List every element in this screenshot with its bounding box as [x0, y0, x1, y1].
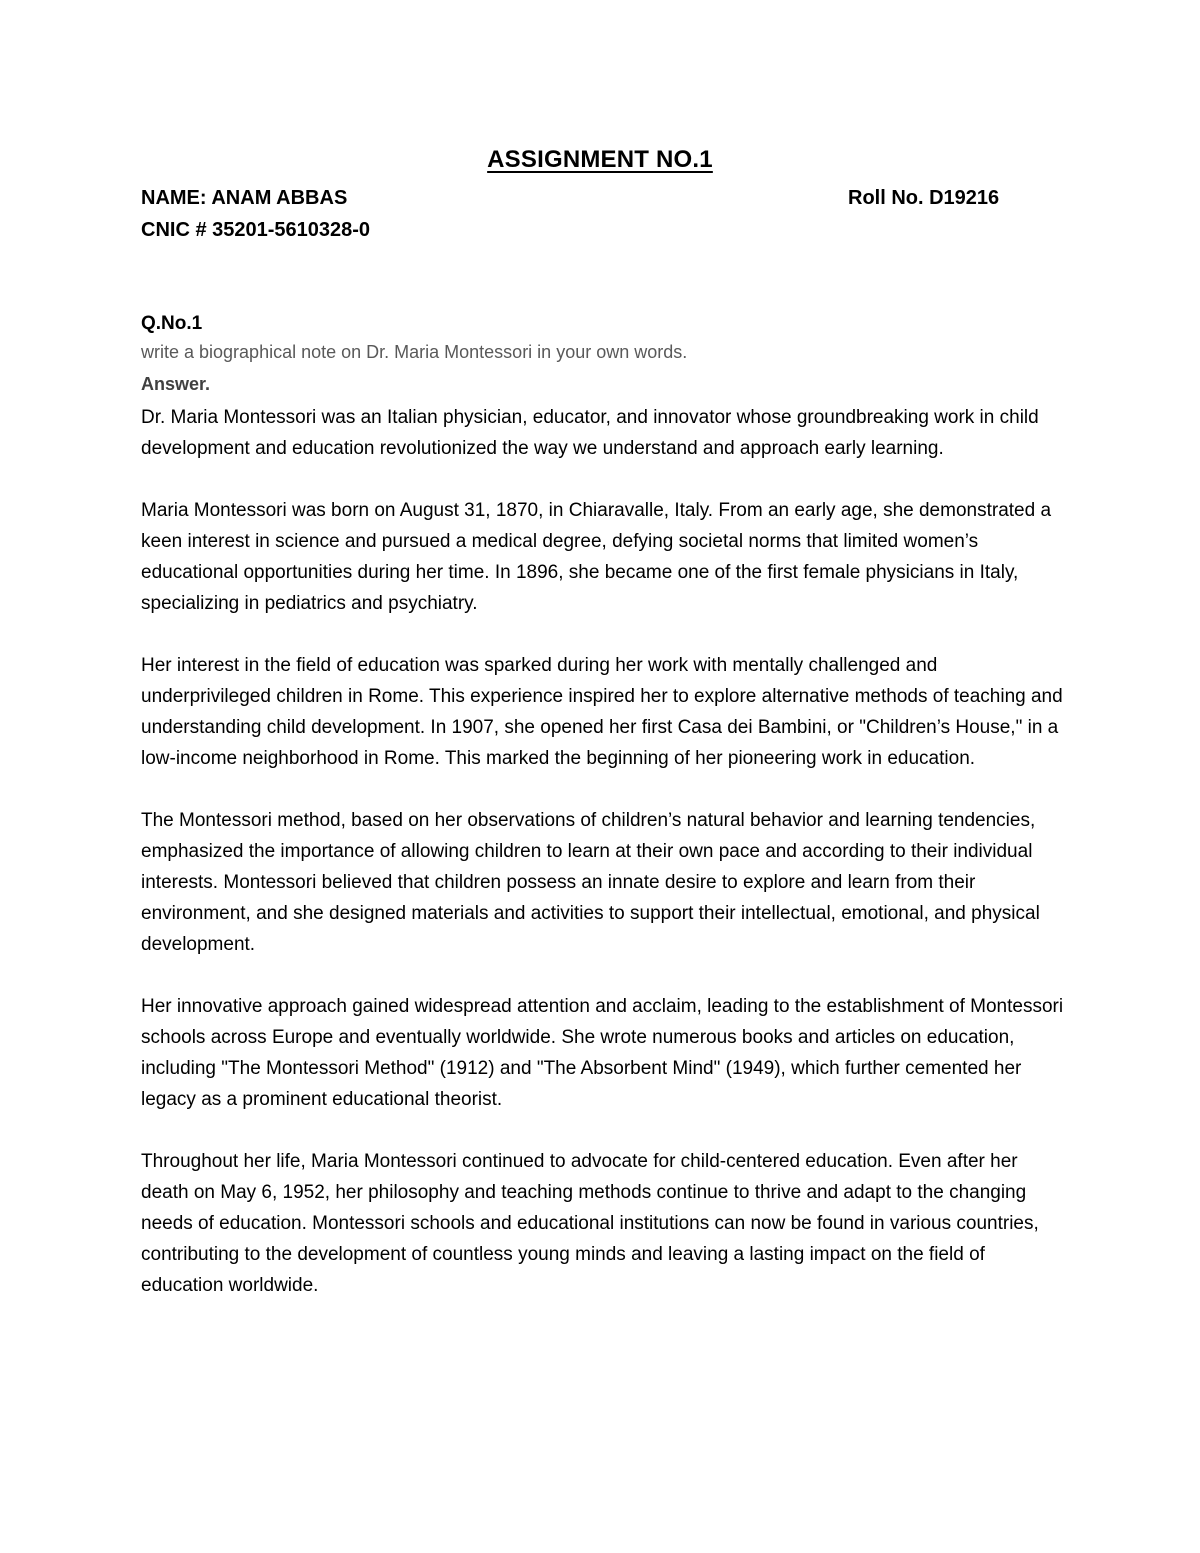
student-name: NAME: ANAM ABBAS [141, 187, 348, 209]
answer-paragraph: Her interest in the field of education was sparked during her work with mentally challenged and underprivileged children in Rome. This experience inspired her to explore alternative methods of teaching and understanding child development. In 1907, she opened her first Casa dei Bambini, or "Children’s House," in a low-income neighborhood in Rome. This marked the beginning of her pioneering work in education. [141, 655, 1063, 769]
student-info-line [141, 187, 1041, 217]
assignment-title: ASSIGNMENT NO.1 [487, 146, 713, 173]
answer-paragraph: The Montessori method, based on her observations of children’s natural behavior and learning tendencies, emphasized the importance of allowing children to learn at their own pace and according to their individual interests. Montessori believed that children possess an innate desire to explore and learn from their environment, and she designed materials and activities to support their intellectual, emotional, and physical development. [141, 810, 1040, 955]
answer-paragraph: Dr. Maria Montessori was an Italian physician, educator, and innovator whose groundbreaking work in child development and education revolutionized the way we understand and approach early learning. [141, 407, 1039, 459]
answer-paragraph: Throughout her life, Maria Montessori continued to advocate for child-centered education. Even after her death on May 6, 1952, her philosophy and teaching methods continue to thrive and adapt to the changing needs of education. Montessori schools and educational institutions can now be found in various countries, contributing to the development of countless young minds and leaving a lasting impact on the field of education worldwide. [141, 1151, 1039, 1296]
question-text: write a biographical note on Dr. Maria Montessori in your own words. [141, 342, 688, 362]
answer-paragraph: Her innovative approach gained widespread attention and acclaim, leading to the establishment of Montessori schools across Europe and eventually worldwide. She wrote numerous books and articles on education, including "The Montessori Method" (1912) and "The Absorbent Mind" (1949), which further cemented her legacy as a prominent educational theorist. [141, 996, 1064, 1110]
question-number: Q.No.1 [141, 313, 203, 334]
answer-label: Answer. [141, 374, 211, 394]
roll-number: Roll No. D19216 [848, 187, 1000, 209]
answer-body [141, 402, 1066, 1332]
answer-paragraph: Maria Montessori was born on August 31, 1870, in Chiaravalle, Italy. From an early age, she demonstrated a keen interest in science and pursued a medical degree, defying societal norms that limited women’s educational opportunities during her time. In 1896, she became one of the first female physicians in Italy, specializing in pediatrics and psychiatry. [141, 500, 1052, 614]
cnic-number: CNIC # 35201-5610328-0 [141, 219, 371, 241]
